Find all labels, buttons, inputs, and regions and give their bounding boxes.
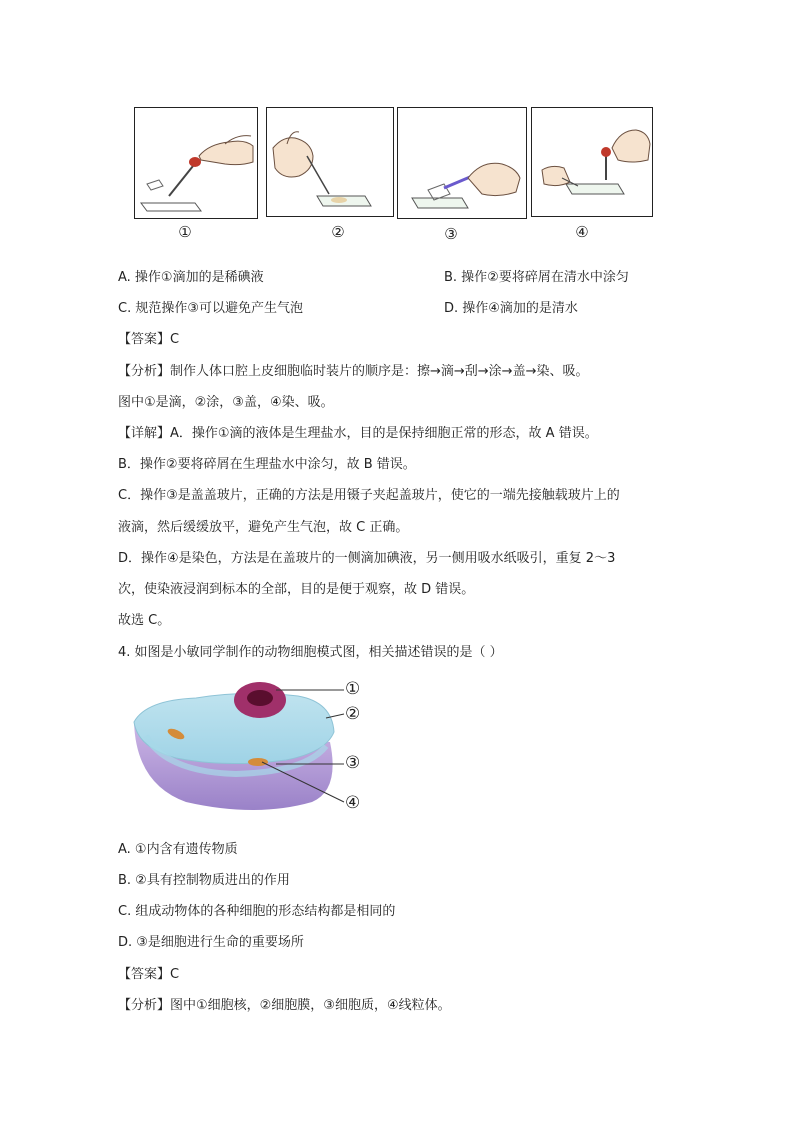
step-4-image <box>531 107 653 217</box>
q3-conclusion: 故选 C。 <box>118 613 171 628</box>
step-label-3: ③ <box>444 225 458 243</box>
q3-option-d: D. 操作④滴加的是清水 <box>444 301 578 316</box>
q4-answer: 【答案】C <box>118 967 180 982</box>
q3-detail-d-line-2: 次，使染液浸润到标本的全部，目的是便于观察，故 D 错误。 <box>118 582 475 597</box>
q4-option-a: A. ①内含有遗传物质 <box>118 842 238 857</box>
q3-detail-a: 【详解】A．操作①滴的液体是生理盐水，目的是保持细胞正常的形态，故 A 错误。 <box>118 426 598 441</box>
animal-cell-diagram <box>126 676 376 822</box>
step-label-2: ② <box>331 223 345 241</box>
q4-analysis: 【分析】图中①细胞核，②细胞膜，③细胞质，④线粒体。 <box>118 998 451 1013</box>
cell-label-4: ④ <box>345 793 361 813</box>
cell-label-1: ① <box>345 679 361 699</box>
q3-detail-b: B．操作②要将碎屑在生理盐水中涂匀，故 B 错误。 <box>118 457 416 472</box>
q3-answer: 【答案】C <box>118 332 180 347</box>
step-2-image <box>266 107 394 217</box>
step-label-4: ④ <box>575 223 589 241</box>
q3-detail-d-line-1: D．操作④是染色，方法是在盖玻片的一侧滴加碘液，另一侧用吸水纸吸引，重复 2～3 <box>118 551 616 566</box>
step-3-image <box>397 107 527 219</box>
q4-option-c: C. 组成动物体的各种细胞的形态结构都是相同的 <box>118 904 396 919</box>
q3-detail-c-line-1: C．操作③是盖盖玻片，正确的方法是用镊子夹起盖玻片，使它的一端先接触载玻片上的 <box>118 488 620 503</box>
step-label-1: ① <box>178 223 192 241</box>
q4-option-d: D. ③是细胞进行生命的重要场所 <box>118 935 304 950</box>
q3-analysis-line-2: 图中①是滴，②涂，③盖，④染、吸。 <box>118 395 334 410</box>
q4-option-b: B. ②具有控制物质进出的作用 <box>118 873 290 888</box>
q3-option-b: B. 操作②要将碎屑在清水中涂匀 <box>444 270 629 285</box>
q3-option-c: C. 规范操作③可以避免产生气泡 <box>118 301 303 316</box>
q3-detail-c-line-2: 液滴，然后缓缓放平，避免产生气泡，故 C 正确。 <box>118 520 409 535</box>
q3-option-a: A. 操作①滴加的是稀碘液 <box>118 270 264 285</box>
q4-stem: 4. 如图是小敏同学制作的动物细胞模式图，相关描述错误的是（ ） <box>118 645 503 660</box>
cell-label-3: ③ <box>345 753 361 773</box>
step-1-image <box>134 107 258 219</box>
q3-analysis-line-1: 【分析】制作人体口腔上皮细胞临时装片的顺序是：擦→滴→刮→涂→盖→染、吸。 <box>118 364 589 379</box>
cell-label-2: ② <box>345 704 361 724</box>
